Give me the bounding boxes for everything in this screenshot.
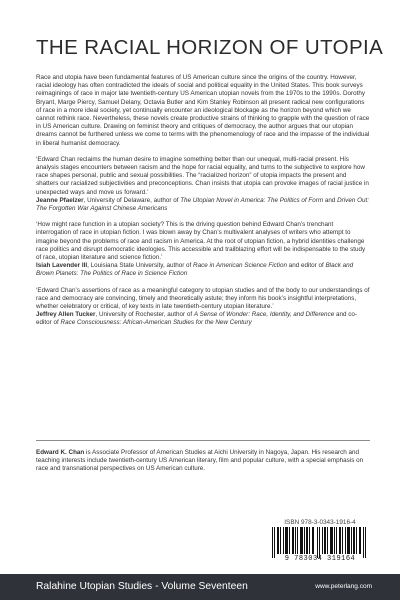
endorser-work-3a: A Sense of Wonder: Race, Identity, and Difference — [193, 311, 335, 319]
endorser-affiliation-1: , University of Delaware, author of — [83, 196, 181, 204]
book-description: Race and utopia have been fundamental features of US American culture since the origins of the country. However, racial ideology has often contradicted the ideals of social and political equality in the United States. This book surveys reimaginings of race in major late twentieth-century US American utopian novels from the 1970s to the 1990s. Dorothy Bryant, Marge Piercy, Samuel Delany, Octavia Butler and Kim Stanley Robinson all present radical new configurations of race in a more ideal society, yet continually encounter an ideological blockage as the horizon beyond which we cannot rethink race. Nevertheless, these novels create productive strains of thinking to grapple with the question of race in US American culture. Drawing on feminist theory and critiques of democracy, the author argues that our utopian dreams cannot be furthered unless we come to terms with the phenomenology of race and the impasse of the individual in liberal humanist democracy. — [36, 74, 370, 147]
barcode-number: 9 783034 319164 — [284, 555, 356, 563]
endorser-name-2: Isiah Lavender III — [36, 262, 88, 270]
book-title: THE RACIAL HORIZON OF UTOPIA — [36, 36, 384, 59]
endorsement-quote-1: ‘Edward Chan reclaims the human desire to imagine something better than our unequal, multi-racial present. His analysis stages encounters between racism and the hope for racial equality, and turns to the subjective to explore how race shapes personal, public and sexual possibilities. The “racialized horizon” of utopia impacts the present and shatters our racialized subjectivities and preconceptions. Chan insists that utopia can provoke images of racial justice in unexpected ways and move us forward.’ — [36, 155, 369, 196]
endorser-name-3: Jeffrey Allen Tucker — [36, 311, 96, 319]
divider-rule — [36, 440, 370, 441]
endorser-connector-2: and editor of — [286, 262, 326, 270]
endorsement-attribution-1 — [36, 197, 370, 213]
cover-text — [36, 74, 370, 336]
endorser-work-1b: Driven Out: The Forgotten War Against Chinese Americans — [36, 196, 369, 213]
footer-bar — [0, 574, 400, 600]
author-name: Edward K. Chan — [36, 449, 85, 456]
endorser-affiliation-3: , University of Rochester, author of — [95, 311, 194, 319]
endorsement-attribution-2 — [36, 262, 370, 278]
endorsement-quote-2: ‘How might race function in a utopian society? This is the driving question behind Edward Chan’s trenchant interrogation of race in utopian fiction. I was blown away by Chan’s multivalent analyses of writers who attempt to imagine beyond the problems of race and racism in America. At the root of utopian fiction, a hybrid identities challenge race politics and disrupt democratic ideologies. This accessible and trailblazing effort will be indispensable to the study of race, utopian literature and science fiction.’ — [36, 221, 366, 262]
endorser-work-2b: Black and Brown Planets: The Politics of Race in Science Fiction — [36, 262, 354, 278]
author-bio-text: is Associate Professor of American Studies at Aichi University in Nagoya, Japan. His research and teaching interests include twentieth-century US American literary, film and popular culture, with a special emphasis on race and transnational perspectives on US American culture. — [36, 449, 364, 473]
endorser-affiliation-2: , Louisiana State University, author of — [87, 262, 194, 270]
endorser-work-2a: Race in American Science Fiction — [193, 262, 287, 270]
endorser-work-3b: Race Consciousness: African-American Studies for the New Century — [60, 319, 252, 327]
isbn-label: ISBN 978-3-0343-1916-4 — [284, 519, 356, 526]
series-title: Ralahine Utopian Studies - Volume Seventeen — [36, 581, 248, 592]
endorsement-attribution-3 — [36, 311, 370, 327]
isbn-barcode-block — [268, 519, 372, 568]
endorsement-quote-3: ‘Edward Chan’s assertions of race as a meaningful category to utopian studies and of the body to our understandings of race and democracy are convincing, timely and theoretically astute; they inform his book’s insightful interpretations, whether celebratory or critical, of key texts in late twentieth-century utopian literature.’ — [36, 286, 370, 311]
author-bio — [36, 449, 370, 474]
barcode-icon — [268, 527, 372, 558]
endorser-connector-3: and co-editor of — [36, 311, 357, 327]
endorser-work-1a: The Utopian Novel in America: The Politics of Form — [180, 196, 324, 204]
publisher-url: www.peterlang.com — [315, 583, 372, 590]
endorser-name-1: Jeanne Pfaelzer — [36, 196, 84, 204]
endorser-connector-1: and — [323, 196, 338, 204]
